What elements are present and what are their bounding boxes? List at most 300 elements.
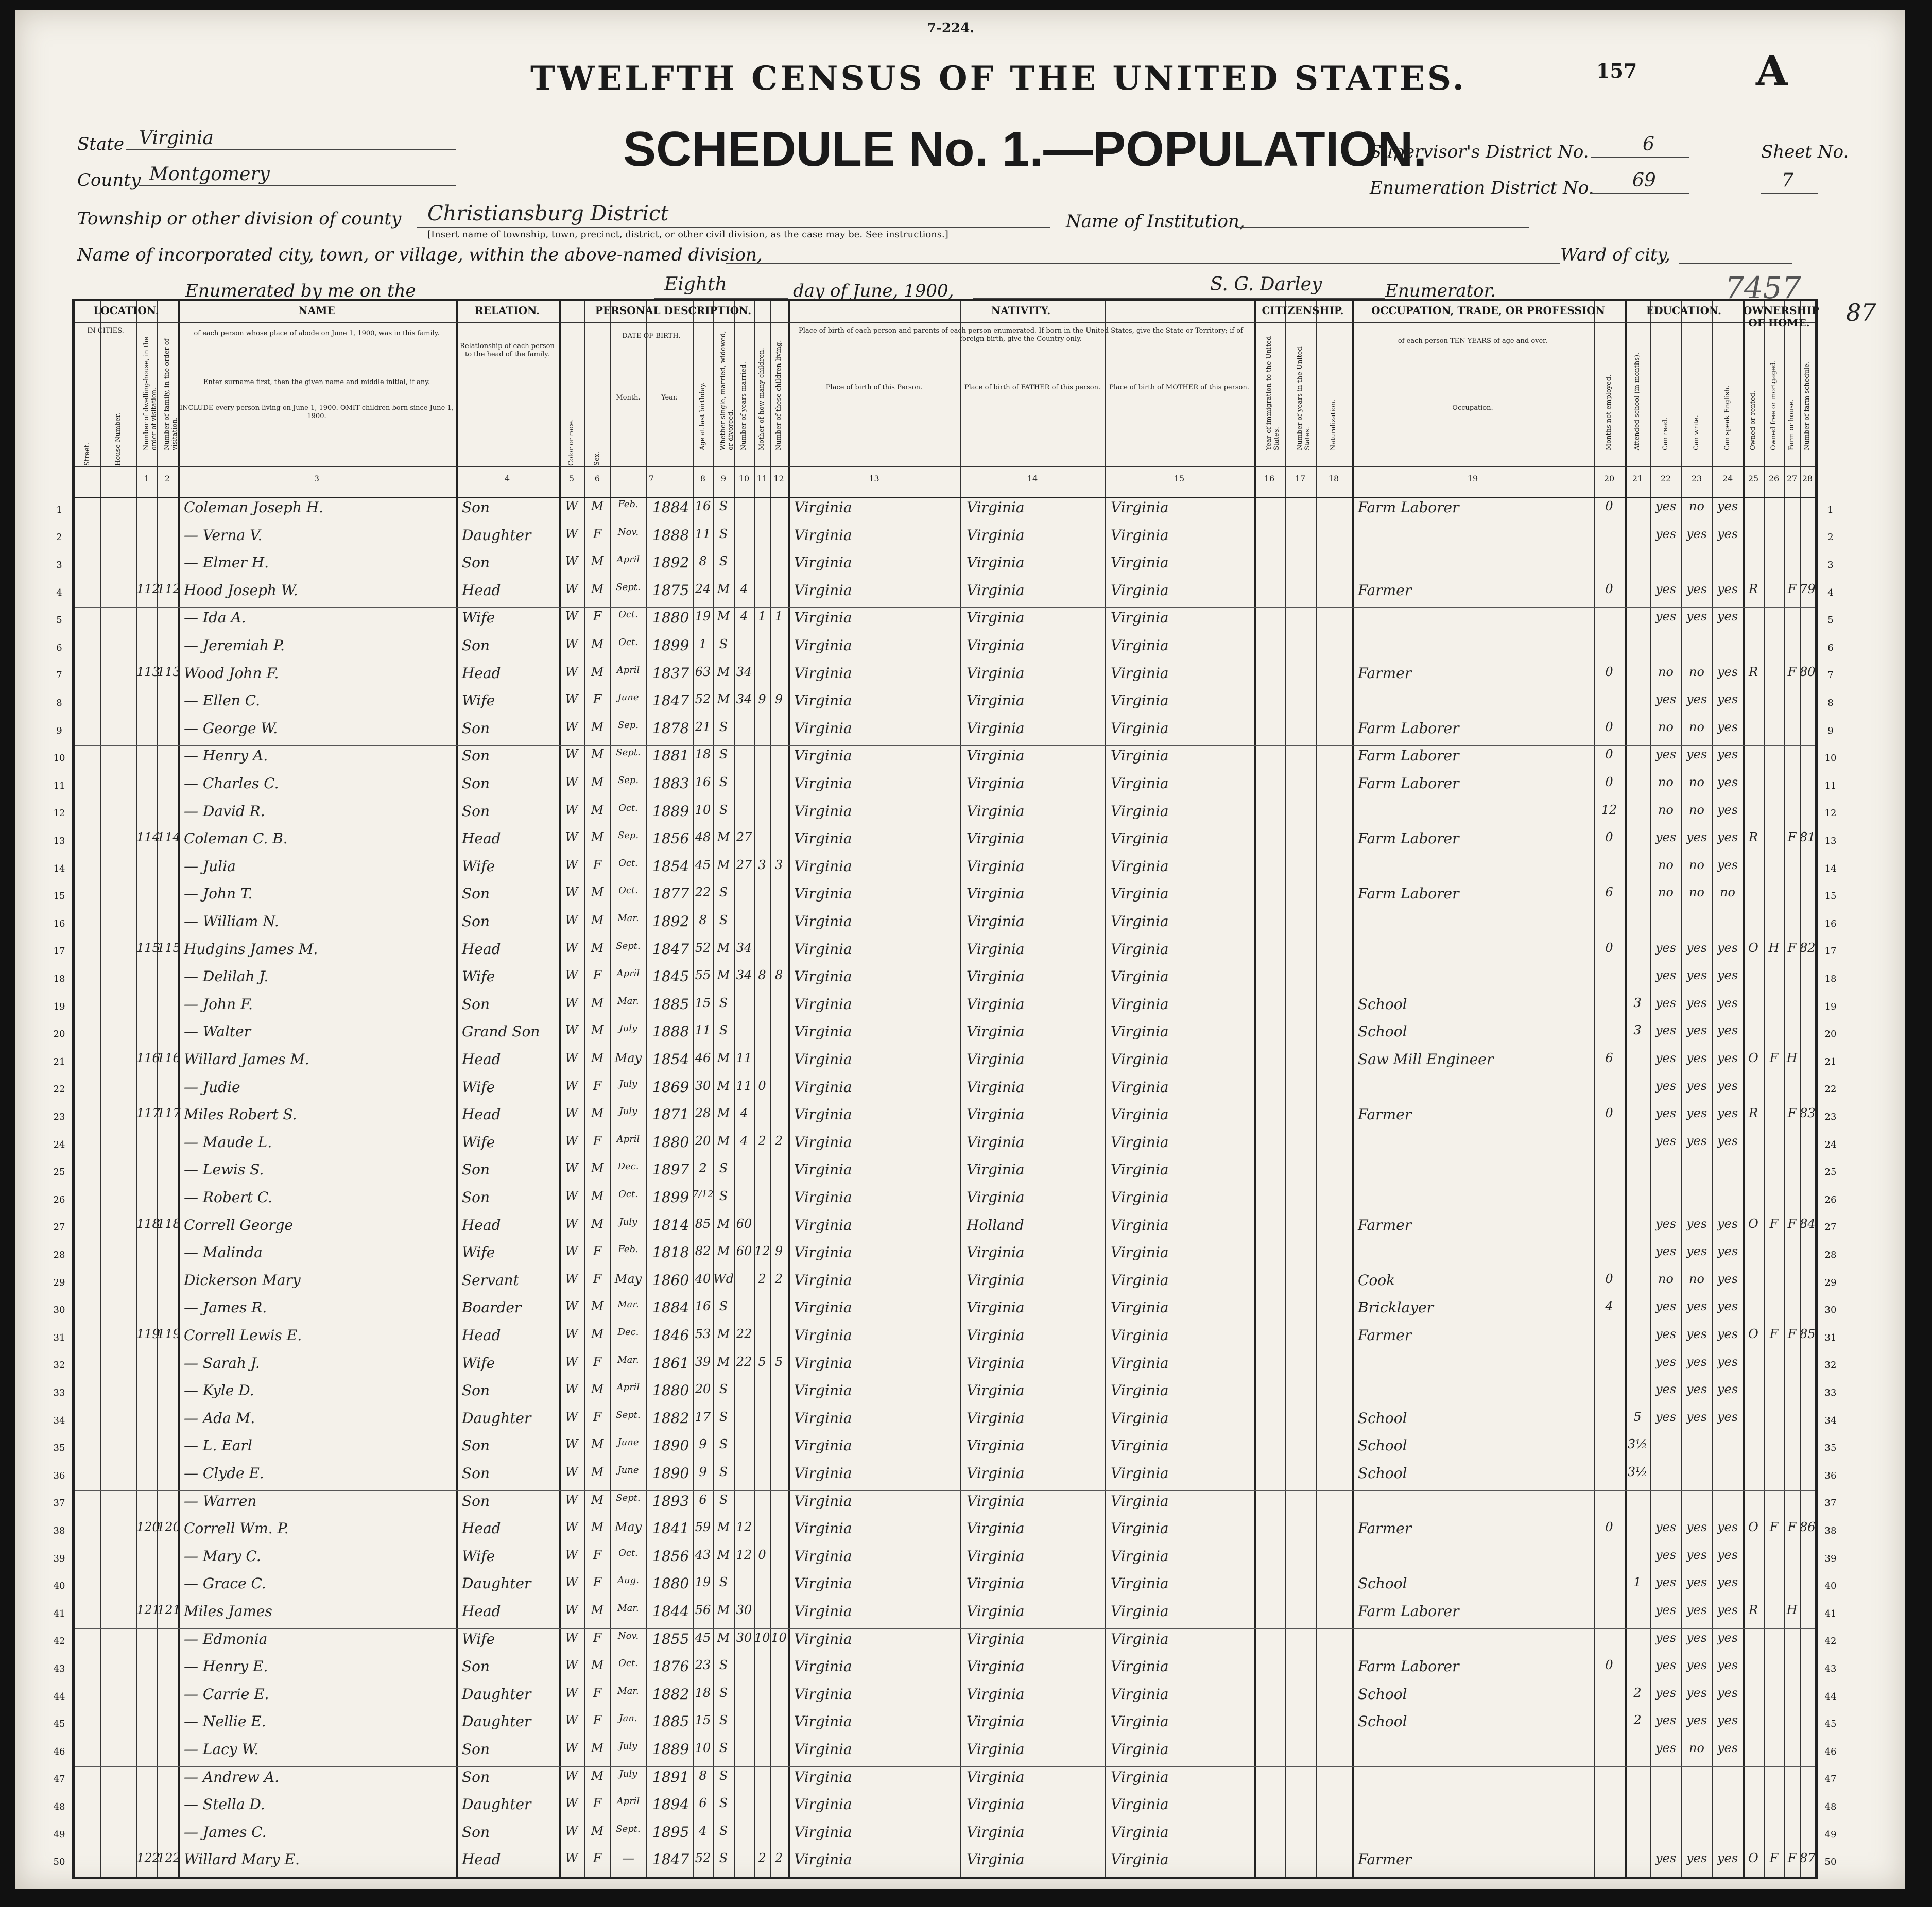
cell-yr: 1890 [652,1465,689,1482]
cell-wr: yes [1686,1078,1707,1093]
cell-mo: July [619,1023,637,1034]
cell-yr: 1877 [652,885,689,903]
enumerated-prefix: Enumerated by me on the [185,281,416,301]
cell-c: W [565,1244,578,1259]
column-divider [960,301,961,1877]
cell-s: M [591,1741,604,1755]
cell-sc: 1 [1633,1575,1642,1590]
cell-yr: 1818 [652,1244,689,1261]
cell-mar: M [717,1520,730,1535]
cell-rd: yes [1655,940,1677,955]
cell-yr: 1885 [652,1713,689,1730]
group-education: EDUCATION. [1646,304,1721,317]
cell-mar: M [717,1327,730,1341]
cell-rd: no [1658,775,1674,789]
cell-bm: Virginia [1111,885,1169,903]
cell-name: Coleman C. B. [184,830,288,847]
row-number-right: 9 [1827,725,1834,736]
row-number-right: 26 [1824,1194,1837,1205]
cell-s: F [593,1796,602,1811]
cell-mo: Oct. [618,1189,638,1200]
cell-bf: Virginia [967,1796,1025,1813]
cell-occ: Farmer [1358,1327,1412,1344]
column-divider [1316,301,1317,1877]
cell-rel: Servant [462,1271,519,1289]
cell-rd: yes [1655,692,1677,707]
cell-bp: Virginia [794,1078,852,1096]
group-ownership: OWNERSHIP OF HOME. [1743,304,1819,329]
row-number: 3 [56,560,62,570]
cell-yr: 1856 [652,1547,689,1565]
column-divider [456,301,458,1877]
row-number-right: 11 [1824,780,1837,791]
cell-ym: 34 [736,664,752,679]
cell-name: — Ellen C. [184,692,261,709]
cell-ch: 9 [758,692,766,707]
cell-en: yes [1717,1244,1738,1259]
cell-c: W [565,1271,578,1286]
cell-bp: Virginia [794,1327,852,1344]
cell-ne: 12 [1601,802,1617,817]
cell-age: 6 [699,1796,707,1811]
cell-name: — Edmonia [184,1630,268,1648]
cell-ne: 0 [1605,1658,1613,1673]
cell-c: W [565,857,578,872]
cell-s: M [591,637,604,651]
row-number-right: 50 [1824,1857,1837,1868]
cell-or: O [1748,1520,1758,1535]
cell-en: yes [1717,499,1738,513]
row-number: 2 [56,532,62,543]
cell-wr: no [1689,1741,1704,1755]
cell-bp: Virginia [794,1658,852,1675]
cell-mo: July [619,1078,637,1089]
cell-bp: Virginia [794,1851,852,1868]
column-divider [1594,301,1595,1877]
cell-age: 21 [695,719,711,734]
cell-name: — Ada M. [184,1409,255,1427]
column-number: 12 [773,474,784,483]
column-number: 26 [1768,474,1780,483]
cell-wr: yes [1686,995,1707,1010]
cell-c: W [565,940,578,955]
cell-name: Wood John F. [184,664,279,682]
column-divider [1784,301,1785,1877]
row-number-right: 5 [1827,615,1834,626]
cell-bm: Virginia [1111,1823,1169,1841]
cell-bf: Virginia [967,1823,1025,1841]
cell-mar: M [717,1051,730,1065]
cell-name: — Henry A. [184,747,268,765]
cell-name: — Elmer H. [184,554,269,571]
cell-name: Miles James [184,1603,272,1620]
cell-en: yes [1717,581,1738,596]
cell-bp: Virginia [794,554,852,571]
column-divider [136,301,137,1877]
cell-bp: Virginia [794,1520,852,1537]
cell-s: F [593,1630,602,1645]
cell-mar: M [717,830,730,845]
column-divider [1352,301,1354,1877]
cell-mar: S [719,637,728,651]
row-number-right: 38 [1824,1525,1837,1536]
cell-s: M [591,1658,604,1673]
cell-c: W [565,1658,578,1673]
cell-c: W [565,1520,578,1535]
column-number: 21 [1632,474,1643,483]
cell-occ: Bricklayer [1358,1299,1434,1316]
cell-fa: 118 [157,1216,181,1231]
row-number: 28 [53,1250,65,1260]
ward-label: Ward of city, [1560,245,1671,265]
cell-s: M [591,499,604,513]
cell-mar: M [717,968,730,983]
column-number: 24 [1722,474,1733,483]
in-cities-label: IN CITIES. [87,327,124,335]
cell-mar: S [719,1823,728,1838]
cell-bf: Virginia [967,1327,1025,1344]
cell-occ: School [1358,1409,1407,1427]
cell-bp: Virginia [794,747,852,765]
cell-bm: Virginia [1111,1520,1169,1537]
row-number-right: 39 [1824,1553,1837,1564]
cell-rd: yes [1655,499,1677,513]
cell-en: yes [1717,664,1738,679]
cell-s: M [591,1216,604,1231]
cell-age: 11 [695,526,711,541]
row-number-right: 14 [1824,863,1837,874]
cell-fs: 85 [1800,1327,1816,1341]
column-number: 6 [594,474,600,483]
cell-mo: Sep. [617,719,639,731]
cell-name: — Warren [184,1492,257,1510]
township-label: Township or other division of county [77,209,402,229]
cell-bm: Virginia [1111,1409,1169,1427]
row-number-right: 16 [1824,918,1837,929]
cell-occ: Farm Laborer [1358,775,1459,792]
cell-ne: 0 [1605,664,1613,679]
cell-rel: Wife [462,609,495,627]
cell-age: 59 [695,1520,711,1535]
cell-c: W [565,1327,578,1341]
cell-mar: S [719,1768,728,1783]
cell-s: F [593,1271,602,1286]
row-number-right: 29 [1824,1277,1837,1288]
cell-en: yes [1717,526,1738,541]
cell-rel: Son [462,1161,490,1178]
cell-yr: 1880 [652,1382,689,1399]
cell-wr: no [1689,775,1704,789]
cell-occ: School [1358,1465,1407,1482]
cell-wr: yes [1686,1244,1707,1259]
row-number: 33 [53,1388,65,1398]
row-number: 37 [53,1498,65,1509]
cell-rel: Wife [462,1547,495,1565]
cell-rd: yes [1655,1409,1677,1424]
cell-bm: Virginia [1111,1741,1169,1758]
cell-mo: Mar. [617,1685,639,1696]
row-number-right: 47 [1824,1774,1837,1785]
column-number: 25 [1748,474,1759,483]
sex-label: Sex. [593,451,601,466]
cell-rel: Son [462,1382,490,1399]
cell-bf: Virginia [967,802,1025,820]
cell-s: M [591,1299,604,1314]
cell-yr: 1899 [652,637,689,654]
cell-rel: Head [462,1851,501,1868]
cell-s: F [593,1851,602,1866]
cell-bm: Virginia [1111,1768,1169,1785]
row-number-right: 20 [1824,1029,1837,1040]
cell-occ: Farm Laborer [1358,1603,1459,1620]
cell-rd: yes [1655,1630,1677,1645]
cell-bp: Virginia [794,1741,852,1758]
cell-c: W [565,1437,578,1452]
cell-c: W [565,885,578,900]
cell-yr: 1876 [652,1658,689,1675]
cell-rd: yes [1655,1216,1677,1231]
cell-mo: April [616,1133,640,1145]
row-number-right: 46 [1824,1746,1837,1757]
cell-s: M [591,719,604,734]
cell-mar: M [717,1630,730,1645]
cell-rel: Daughter [462,1796,531,1813]
cell-ym: 22 [736,1327,752,1341]
cell-cl: 2 [774,1851,783,1866]
cell-en: yes [1717,747,1738,762]
cell-s: M [591,1823,604,1838]
cell-s: F [593,1354,602,1369]
cell-fa: 121 [157,1603,181,1617]
census-title: TWELFTH CENSUS OF THE UNITED STATES. [530,59,1467,98]
row-number-right: 17 [1824,946,1837,957]
row-number-right: 34 [1824,1415,1837,1426]
cell-en: yes [1717,857,1738,872]
group-name: NAME [298,304,335,317]
cell-rel: Son [462,775,490,792]
cell-ym: 60 [736,1244,752,1259]
row-number: 14 [53,863,65,874]
cell-mar: S [719,554,728,569]
relation-desc: Relationship of each person to the head of the family. [460,342,555,359]
row-number: 30 [53,1305,65,1316]
cell-bm: Virginia [1111,1492,1169,1510]
cell-ne: 0 [1605,499,1613,513]
cell-en: no [1720,885,1735,900]
cell-en: yes [1717,1133,1738,1148]
cell-yr: 1854 [652,857,689,875]
cell-mo: July [619,1741,637,1752]
row-number: 44 [53,1691,65,1702]
name-note1: Enter surname first, then the given name and middle initial, if any. [203,378,430,386]
cell-or: R [1748,1106,1758,1121]
cell-sc: 2 [1633,1713,1642,1728]
cell-ne: 0 [1605,775,1613,789]
cell-yr: 1855 [652,1630,689,1648]
cell-bf: Virginia [967,499,1025,516]
column-number: 3 [314,474,320,483]
cell-bf: Virginia [967,1768,1025,1785]
cell-rel: Head [462,940,501,958]
cell-mar: S [719,1492,728,1507]
cell-bm: Virginia [1111,775,1169,792]
cell-name: — Clyde E. [184,1465,264,1482]
attended-school-label: Attended school (in months). [1633,352,1641,450]
cell-bm: Virginia [1111,940,1169,958]
cell-rel: Head [462,830,501,847]
cell-bm: Virginia [1111,719,1169,737]
cell-wr: yes [1686,1851,1707,1866]
cell-rel: Son [462,802,490,820]
cell-mo: Dec. [617,1161,639,1172]
cell-age: 43 [695,1547,711,1562]
cell-mo: Mar. [617,995,639,1007]
cell-s: F [593,1713,602,1728]
cell-name: — Walter [184,1023,251,1041]
row-number: 22 [53,1084,65,1095]
cell-ch: 2 [758,1851,766,1866]
cell-c: W [565,1382,578,1397]
cell-bf: Virginia [967,1051,1025,1068]
row-number-right: 44 [1824,1691,1837,1702]
row-number-right: 48 [1824,1801,1837,1812]
cell-rd: no [1658,802,1674,817]
cell-occ: School [1358,1713,1407,1730]
cell-en: yes [1717,1106,1738,1121]
cell-mo: Oct. [618,609,638,620]
cell-age: 17 [695,1409,711,1424]
cell-age: 8 [699,913,707,927]
cell-occ: School [1358,1023,1407,1041]
month-label: Month. [616,394,641,402]
cell-mo: June [617,1465,639,1476]
cell-wr: no [1689,802,1704,817]
cell-bf: Virginia [967,1492,1025,1510]
cell-yr: 1899 [652,1189,689,1206]
cell-dw: 118 [136,1216,160,1231]
row-number-right: 49 [1824,1829,1837,1840]
cell-fa: 120 [157,1520,181,1535]
cell-name: — Malinda [184,1244,263,1261]
cell-name: Hudgins James M. [184,940,318,958]
cell-mo: Oct. [618,885,638,896]
cell-mo: Sept. [616,747,641,758]
cell-age: 45 [695,857,711,872]
row-number: 26 [53,1194,65,1205]
occupation-label: Occupation. [1452,404,1493,412]
cell-mo: Nov. [617,1630,639,1641]
township-value: Christiansburg District [427,202,669,226]
cell-mar: M [717,1216,730,1231]
cell-ch: 5 [758,1354,766,1369]
column-number: 8 [700,474,706,483]
cell-ym: 4 [740,1106,748,1121]
cell-bf: Virginia [967,1713,1025,1730]
cell-bp: Virginia [794,692,852,709]
cell-wr: yes [1686,747,1707,762]
cell-rd: no [1658,719,1674,734]
cell-bf: Virginia [967,1630,1025,1648]
cell-yr: 1875 [652,581,689,599]
cell-fa: 114 [157,830,181,845]
cell-occ: School [1358,1437,1407,1454]
cell-mar: S [719,1437,728,1452]
cell-c: W [565,1492,578,1507]
cell-dw: 117 [136,1106,160,1121]
cell-bm: Virginia [1111,1547,1169,1565]
cell-wr: yes [1686,830,1707,845]
cell-bp: Virginia [794,968,852,985]
cell-c: W [565,1768,578,1783]
cell-wr: yes [1686,1216,1707,1231]
row-number: 1 [56,504,62,515]
cell-wr: no [1689,664,1704,679]
cell-bm: Virginia [1111,1271,1169,1289]
cell-fh: F [1787,1851,1797,1866]
cell-mo: July [619,1106,637,1117]
cell-c: W [565,1133,578,1148]
cell-rd: yes [1655,1685,1677,1700]
cell-mo: — [622,1851,634,1866]
cell-yr: 1888 [652,1023,689,1041]
cell-bm: Virginia [1111,857,1169,875]
cell-ym: 27 [736,857,752,872]
cell-en: yes [1717,1409,1738,1424]
group-personal: PERSONAL DESCRIPTION. [595,304,752,317]
cell-mar: M [717,692,730,707]
row-number: 15 [53,891,65,902]
row-number-right: 18 [1824,974,1837,984]
cell-yr: 1856 [652,830,689,847]
birth-person-label: Place of birth of this Person. [825,384,923,391]
cell-rel: Head [462,1520,501,1537]
cell-s: F [593,1244,602,1259]
cell-bf: Virginia [967,581,1025,599]
cell-name: — Henry E. [184,1658,268,1675]
cell-bf: Holland [967,1216,1024,1234]
cell-bf: Virginia [967,1520,1025,1537]
cell-occ: Farmer [1358,1520,1412,1537]
cell-occ: Farm Laborer [1358,1658,1459,1675]
column-divider [100,301,101,1877]
cell-bp: Virginia [794,526,852,544]
cell-bp: Virginia [794,1713,852,1730]
cell-occ: Farmer [1358,664,1412,682]
cell-age: 55 [695,968,711,983]
cell-rel: Head [462,664,501,682]
cell-c: W [565,1851,578,1866]
cell-bp: Virginia [794,885,852,903]
cell-name: — Carrie E. [184,1685,269,1703]
sheet-no-label: Sheet No. [1761,142,1849,162]
cell-occ: Farmer [1358,1216,1412,1234]
cell-c: W [565,1603,578,1617]
column-number: 1 [144,474,150,483]
cell-mo: Aug. [617,1575,639,1586]
sheet-letter: A [1756,46,1788,95]
column-number: 4 [504,474,510,483]
cell-rel: Son [462,1465,490,1482]
cell-fh: F [1787,1106,1797,1121]
row-number-right: 21 [1824,1056,1837,1067]
cell-bf: Virginia [967,1658,1025,1675]
cell-fh: F [1787,1216,1797,1231]
cell-age: 2 [699,1161,707,1176]
cell-occ: Saw Mill Engineer [1358,1051,1494,1068]
cell-fa: 113 [157,664,181,679]
cell-sc: 2 [1633,1685,1642,1700]
cell-bp: Virginia [794,1603,852,1620]
